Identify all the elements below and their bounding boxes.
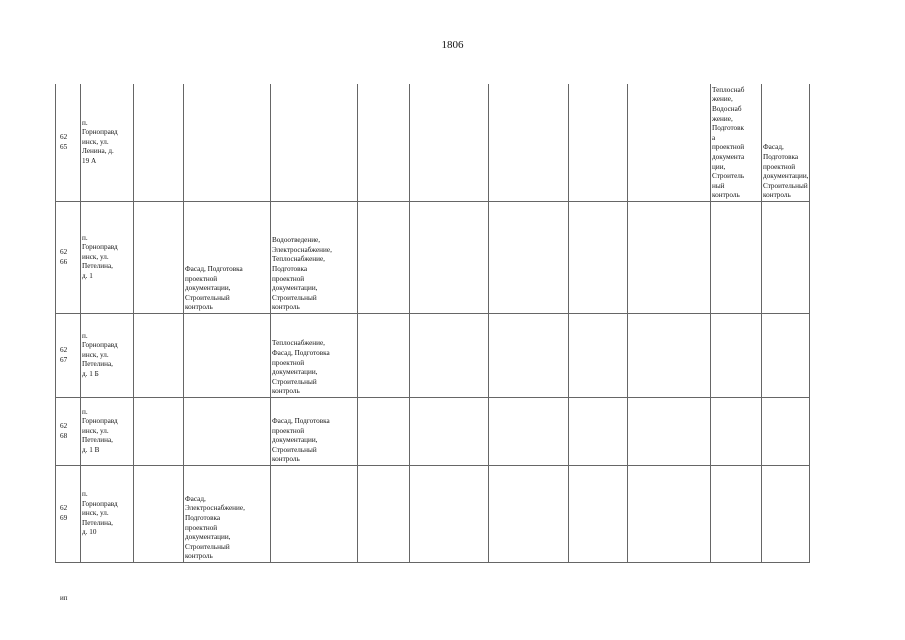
cell (184, 84, 271, 202)
cell (569, 314, 628, 398)
table-row (56, 202, 810, 314)
cell: Фасад, Подготовка проектной документации, Строительный контроль (762, 84, 810, 202)
cell (358, 202, 410, 314)
table-row (56, 314, 810, 398)
cell (569, 466, 628, 563)
cell (271, 466, 358, 563)
cell (711, 314, 762, 398)
cell (358, 398, 410, 466)
cell (762, 202, 810, 314)
cell (410, 202, 489, 314)
cell (410, 398, 489, 466)
cell (711, 398, 762, 466)
cell: Фасад, Электроснабжение, Подготовка проектной документации, Строительный контроль (184, 466, 271, 563)
cell (628, 314, 711, 398)
cell: Теплоснабжение, Фасад, Подготовка проектной документации, Строительный контроль (271, 314, 358, 398)
cell (358, 314, 410, 398)
cell (184, 398, 271, 466)
works-table (55, 84, 810, 563)
row-number: 62 68 (56, 398, 81, 466)
cell (628, 466, 711, 563)
table-row (56, 466, 810, 563)
cell (134, 314, 184, 398)
cell: Водоотведение, Электроснабжение, Теплоснабжение, Подготовка проектной документации, Строительный контроль (271, 202, 358, 314)
cell (628, 84, 711, 202)
cell (711, 202, 762, 314)
footer-mark: ип (60, 594, 68, 602)
cell (628, 398, 711, 466)
cell (410, 84, 489, 202)
cell (489, 466, 569, 563)
page-number: 1806 (441, 39, 464, 51)
cell (489, 314, 569, 398)
cell (134, 202, 184, 314)
cell: Фасад, Подготовка проектной документации, Строительный контроль (184, 202, 271, 314)
cell (489, 202, 569, 314)
cell (134, 398, 184, 466)
cell (569, 398, 628, 466)
row-number: 62 65 (56, 84, 81, 202)
table-row (56, 398, 810, 466)
cell (569, 202, 628, 314)
row-address: п. Горноправд инск, ул. Петелина, д. 1 Б (81, 314, 134, 398)
cell (134, 84, 184, 202)
row-address: п. Горноправд инск, ул. Ленина, д. 19 А (81, 84, 134, 202)
cell (489, 84, 569, 202)
cell (628, 202, 711, 314)
row-number: 62 66 (56, 202, 81, 314)
cell: Фасад, Подготовка проектной документации, Строительный контроль (271, 398, 358, 466)
cell: Теплоснаб жение, Водоснаб жение, Подготовк а проектной документа ции, Строитель ный контроль (711, 84, 762, 202)
cell (569, 84, 628, 202)
row-address: п. Горноправд инск, ул. Петелина, д. 1 (81, 202, 134, 314)
cell (184, 314, 271, 398)
row-number: 62 67 (56, 314, 81, 398)
cell (134, 466, 184, 563)
cell (410, 314, 489, 398)
row-address: п. Горноправд инск, ул. Петелина, д. 1 В (81, 398, 134, 466)
cell (358, 466, 410, 563)
row-address: п. Горноправд инск, ул. Петелина, д. 10 (81, 466, 134, 563)
cell (489, 398, 569, 466)
cell (762, 466, 810, 563)
cell (762, 398, 810, 466)
cell (762, 314, 810, 398)
table-row (56, 84, 810, 202)
cell (410, 466, 489, 563)
cell (358, 84, 410, 202)
cell (711, 466, 762, 563)
cell (271, 84, 358, 202)
row-number: 62 69 (56, 466, 81, 563)
